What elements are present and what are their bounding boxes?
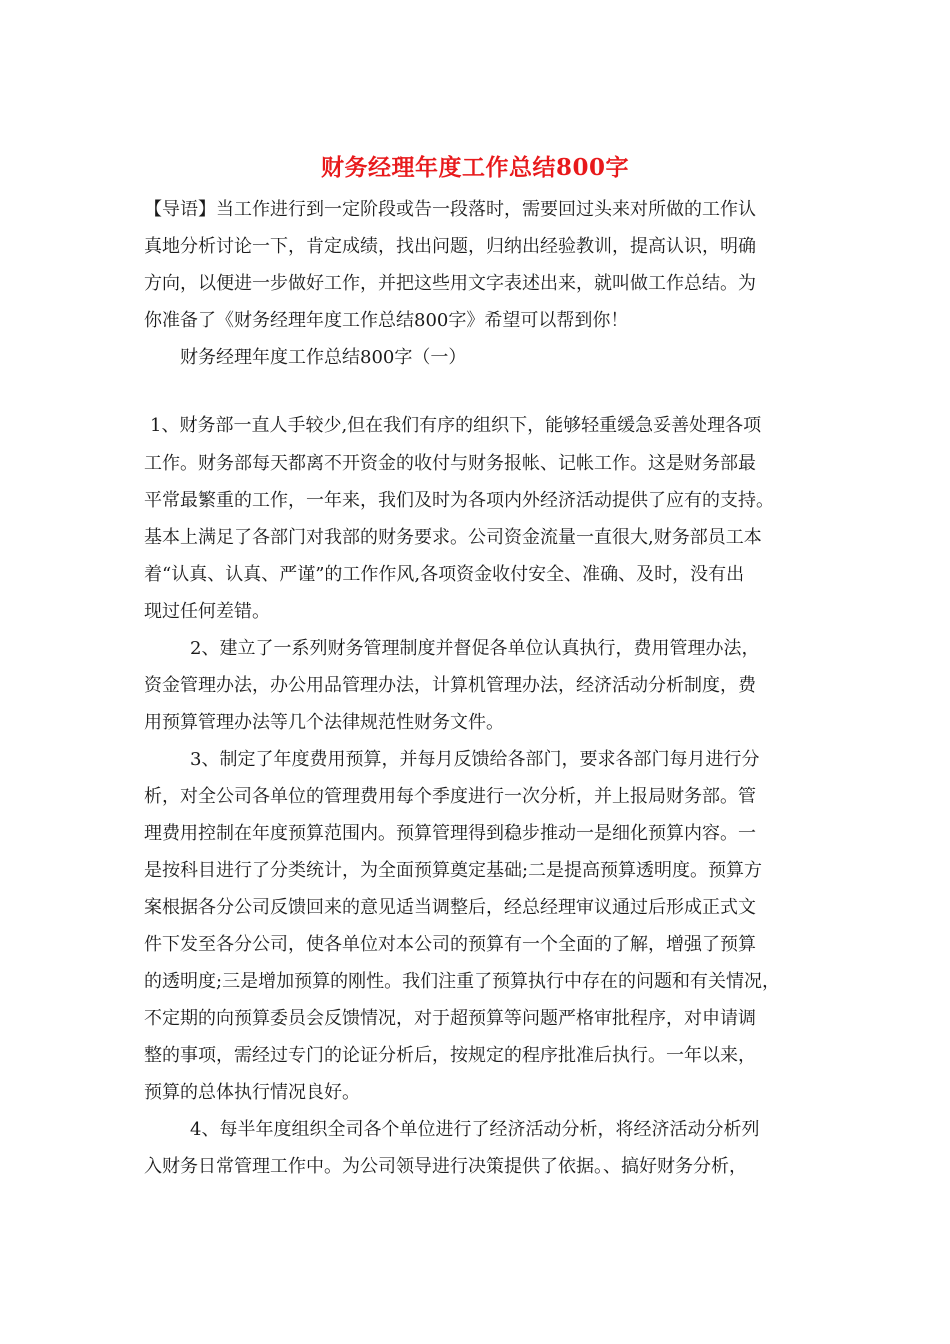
paragraph-line: 是按科目进行了分类统计，为全面预算奠定基础;二是提高预算透明度。预算方 — [144, 860, 763, 881]
intro-line: 方向，以便进一步做好工作，并把这些用文字表述出来，就叫做工作总结。为 — [144, 273, 756, 294]
paragraph-line: 预算的总体执行情况良好。 — [144, 1082, 360, 1103]
paragraph-line: 整的事项，需经过专门的论证分析后，按规定的程序批准后执行。一年以来， — [144, 1045, 756, 1066]
paragraph-line: 入财务日常管理工作中。为公司领导进行决策提供了依据。、搞好财务分析， — [144, 1156, 747, 1177]
intro-line: 你准备了《财务经理年度工作总结800字》希望可以帮到你！ — [144, 310, 629, 331]
paragraph-line: 平常最繁重的工作，一年来，我们及时为各项内外经济活动提供了应有的支持。 — [144, 490, 774, 511]
paragraph-line: 案根据各分公司反馈回来的意见适当调整后，经总经理审议通过后形成正式文 — [144, 897, 756, 918]
paragraph-line: 4、每半年度组织全司各个单位进行了经济活动分析，将经济活动分析列 — [190, 1119, 760, 1140]
paragraph-line: 件下发至各分公司，使各单位对本公司的预算有一个全面的了解，增强了预算 — [144, 934, 756, 955]
paragraph-line: 现过任何差错。 — [144, 601, 270, 622]
paragraph-line: 3、制定了年度费用预算，并每月反馈给各部门，要求各部门每月进行分 — [190, 749, 760, 770]
paragraph-line: 不定期的向预算委员会反馈情况，对于超预算等问题严格审批程序，对申请调 — [144, 1008, 756, 1029]
paragraph-line: 1、财务部一直人手较少,但在我们有序的组织下，能够轻重缓急妥善处理各项 — [150, 415, 762, 436]
paragraph-line: 理费用控制在年度预算范围内。预算管理得到稳步推动一是细化预算内容。一 — [144, 823, 756, 844]
paragraph-line: 着“认真、认真、严谨”的工作作风,各项资金收付安全、准确、及时，没有出 — [144, 564, 745, 585]
paragraph-line: 用预算管理办法等几个法律规范性财务文件。 — [144, 712, 504, 733]
paragraph-line: 析，对全公司各单位的管理费用每个季度进行一次分析，并上报局财务部。管 — [144, 786, 756, 807]
section-subtitle: 财务经理年度工作总结800字（一） — [180, 347, 467, 368]
paragraph-line: 的透明度;三是增加预算的刚性。我们注重了预算执行中存在的问题和有关情况， — [144, 971, 781, 992]
paragraph-line: 2、建立了一系列财务管理制度并督促各单位认真执行，费用管理办法， — [190, 638, 760, 659]
paragraph-line: 工作。财务部每天都离不开资金的收付与财务报帐、记帐工作。这是财务部最 — [144, 453, 756, 474]
paragraph-line: 资金管理办法，办公用品管理办法，计算机管理办法，经济活动分析制度，费 — [144, 675, 756, 696]
intro-line: 【导语】当工作进行到一定阶段或告一段落时，需要回过头来对所做的工作认 — [144, 199, 756, 220]
paragraph-line: 基本上满足了各部门对我部的财务要求。公司资金流量一直很大,财务部员工本 — [144, 527, 762, 548]
intro-line: 真地分析讨论一下，肯定成绩，找出问题，归纳出经验教训，提高认识，明确 — [144, 236, 756, 257]
document-title: 财务经理年度工作总结800字 — [320, 154, 629, 181]
